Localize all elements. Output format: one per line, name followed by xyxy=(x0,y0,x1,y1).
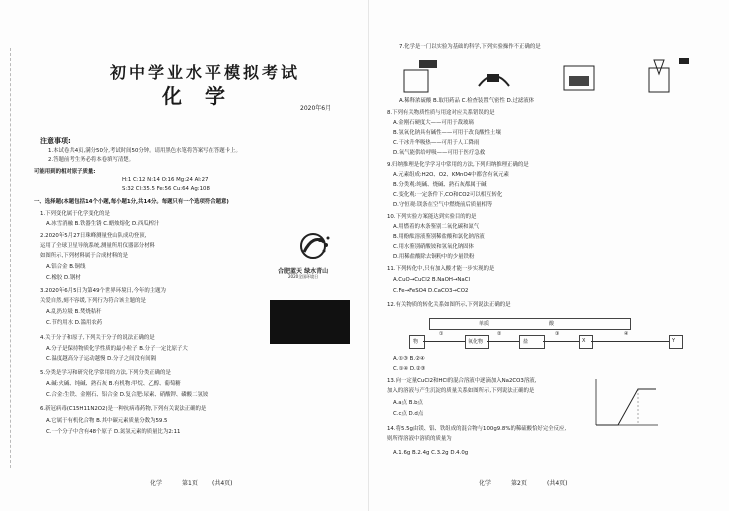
question-line: A.元素组成:H2O、O2、KMnO4中都含有氧元素 xyxy=(393,172,509,178)
question-photo xyxy=(270,300,350,344)
flow-top-box xyxy=(429,318,631,330)
question-line: C.一个分子中含有48个原子 D.氮氢元素的质量比为2:11 xyxy=(46,429,181,435)
notes-heading: 注意事项: xyxy=(40,137,71,145)
question-line: 8.下列有关物质性质与用途对应关系错误的是 xyxy=(387,110,495,116)
flow-step: ③ xyxy=(555,331,560,337)
logo-subcaption: 2020全国环境日 xyxy=(288,274,319,279)
question-line: C.c点 D.d点 xyxy=(393,411,424,417)
flow-step: ② xyxy=(497,331,502,337)
flow-arrow xyxy=(591,341,669,342)
footer-subject: 化学 xyxy=(150,480,163,487)
question-line: 5.分类是学习和研究化学常用的方法,下列分类正确的是 xyxy=(40,370,171,376)
flow-label: 氧化物 xyxy=(468,339,484,345)
question-line: B.用酚酞溶液鉴别稀盐酸和氯化钠溶液 xyxy=(393,234,485,240)
question-line: C.节约用水 D.滥用农药 xyxy=(46,320,103,326)
flow-label: Y xyxy=(672,338,676,344)
question-line: A.金刚石硬度大——可用于裁玻璃 xyxy=(393,120,474,126)
question-line: 1.下列变化属于化学变化的是 xyxy=(40,211,110,217)
logo-graphic xyxy=(268,232,358,266)
question-line: C.温度越高分子运动越慢 D.分子之间没有间隔 xyxy=(46,356,157,362)
question-line: D.用稀盐酸除去铜粉中的少量铁粉 xyxy=(393,254,475,260)
flow-step: ① xyxy=(439,331,444,337)
note-line: 1.本试卷共4页,满分50分,考试时间50分钟。请用黑色水笔将答案写在答题卡上。 xyxy=(48,148,241,154)
question-line: 6.新冠病毒(C15H11N2O2)是一种抗病毒药物,下列有关说法正确的是 xyxy=(40,406,207,412)
flow-step: ④ xyxy=(624,331,629,337)
flow-label: 盐 xyxy=(523,339,529,345)
footer-page: 第1页 xyxy=(182,480,198,487)
precipitation-graph xyxy=(590,375,660,430)
atomic-mass-heading: 可能用到的相对原子质量: xyxy=(34,169,96,175)
subject-title: 化 学 xyxy=(162,84,233,108)
question-line: D.守恒观:镁条在空气中燃烧前后质量相等 xyxy=(393,202,493,208)
question-line: B.分类观:纯碱、烧碱、熟石灰都属于碱 xyxy=(393,182,487,188)
question-line: A.铝合金 B.铜线 xyxy=(46,264,86,270)
question-line: A.碱:火碱、纯碱、熟石灰 B.有机物:甲烷、乙醇、葡萄糖 xyxy=(46,381,181,387)
question-line: 13.向一定量CuCl2和HCl的混合溶液中逐滴加入Na2CO3溶液, xyxy=(387,378,537,384)
apparatus-illustrations xyxy=(399,56,709,96)
question-line: 3.2020年6月5日为第49个世界环境日,今年的主题为 xyxy=(40,288,166,294)
question-line: A.a点 B.b点 xyxy=(393,400,423,406)
question-line: 加入的溶液与产生沉淀的质量关系如图所示,下列说法正确的是 xyxy=(387,388,535,394)
question-line: 10.下列实验方案能达到实验目的的是 xyxy=(387,214,477,220)
question-line: C.①④ D.②③ xyxy=(393,366,426,372)
flow-label: 物 xyxy=(413,339,419,345)
question-line: A.①③ B.②④ xyxy=(393,356,425,362)
question-line: C.干冰升华吸热——可用于人工降雨 xyxy=(393,140,480,146)
exam-date: 2020年6月 xyxy=(300,105,332,112)
question-line: A.用燃着的木条鉴别二氧化碳和氮气 xyxy=(393,224,480,230)
question-line: 运用了全球卫星导航系统,测量所用仪器部分材料 xyxy=(40,243,155,249)
section-heading: 一、选择题(本题包括14个小题,每小题1分,共14分。每题只有一个选项符合题意) xyxy=(34,199,229,205)
flow-arrow xyxy=(487,341,519,342)
question-line: 12.有关物质的转化关系如图所示,下列说法正确的是 xyxy=(387,302,511,308)
question-line: B.氢氧化钠具有碱性——可用于改良酸性土壤 xyxy=(393,130,501,136)
atomic-mass-line: H:1 C:12 N:14 O:16 Mg:24 Al:27 xyxy=(122,177,209,183)
question-line: 7.化学是一门以实验为基础的科学,下列实验操作不正确的是 xyxy=(399,44,541,50)
question-line: C.橡胶 D.钢材 xyxy=(46,275,81,281)
footer-total: (共4页) xyxy=(212,480,233,487)
question-line: A.稀释浓硫酸 B.取用药品 C.检查装置气密性 D.过滤液体 xyxy=(399,98,535,104)
question-line: C.变化观:一定条件下,CO和CO2可以相互转化 xyxy=(393,192,503,198)
question-line: 如图所示,下列材料属于合成材料的是 xyxy=(40,253,128,259)
question-line: 11.下列转化中,只有加入酸才能一步实现的是 xyxy=(387,266,495,272)
question-line: C.合金:生铁、金刚石、铝合金 D.复合肥:尿素、硝酸钾、磷酸二氢铵 xyxy=(46,392,209,398)
question-line: A.CuO→CuCl2 B.NaOH→NaCl xyxy=(393,277,470,283)
question-line: C.Fe→FeSO4 D.CaCO3→CO2 xyxy=(393,288,469,294)
note-line: 2.答题前考生务必将本卷填写清楚。 xyxy=(48,157,135,163)
question-line: C.用水鉴别硝酸铵和氢氧化钠固体 xyxy=(393,244,474,250)
question-line: D.氧气能供给呼吸——可用于医疗急救 xyxy=(393,150,486,156)
question-line: A.它属于有机化合物 B.其中碳元素质量分数为59.5 xyxy=(46,418,168,424)
flow-label: X xyxy=(582,338,586,344)
footer-subject: 化学 xyxy=(479,480,492,487)
question-line: 关爱自然,刻不容缓,下列行为符合该主题的是 xyxy=(40,298,146,304)
question-line: 则所得溶液中溶质的质量为 xyxy=(387,436,452,442)
question-line: A.冰雪消融 B.铁器生锈 C.蜡烛熔化 D.西瓜榨汁 xyxy=(46,221,160,227)
question-line: 14.将5.5g由镁、铝、铁组成的混合物与100g9.8%的稀硫酸恰好完全反应, xyxy=(387,426,567,432)
environment-day-logo xyxy=(268,232,358,280)
question-line: A.乱扔垃圾 B.焚烧秸秆 xyxy=(46,309,102,315)
atomic-mass-line: S:32 Cl:35.5 Fe:56 Cu:64 Ag:108 xyxy=(122,186,210,192)
logo-caption: 合肥蓝天 绿水青山 xyxy=(278,268,329,275)
exam-title: 初中学业水平模拟考试 xyxy=(110,63,301,82)
flow-label: 酸 xyxy=(549,321,555,327)
question-line: A.1.6g B.2.4g C.3.2g D.4.0g xyxy=(393,450,469,456)
footer-page: 第2页 xyxy=(511,480,527,487)
binding-margin xyxy=(10,48,15,468)
flow-arrow xyxy=(543,341,579,342)
question-line: 4.关于分子和原子,下列关于分子的说法正确的是 xyxy=(40,335,155,341)
footer-total: (共4页) xyxy=(547,480,568,487)
question-line: 2.2020年5月27日珠峰测量登山队成功登顶, xyxy=(40,233,147,239)
question-line: A.分子是保持物质化学性质的最小粒子 B.分子一定比原子大 xyxy=(46,346,188,352)
exam-page-2 xyxy=(369,0,729,511)
question-line: 9.归纳推理是化学学习中常用的方法,下列归纳推理正确的是 xyxy=(387,162,529,168)
flow-label: 单质 xyxy=(479,321,490,327)
flow-arrow xyxy=(423,341,465,342)
